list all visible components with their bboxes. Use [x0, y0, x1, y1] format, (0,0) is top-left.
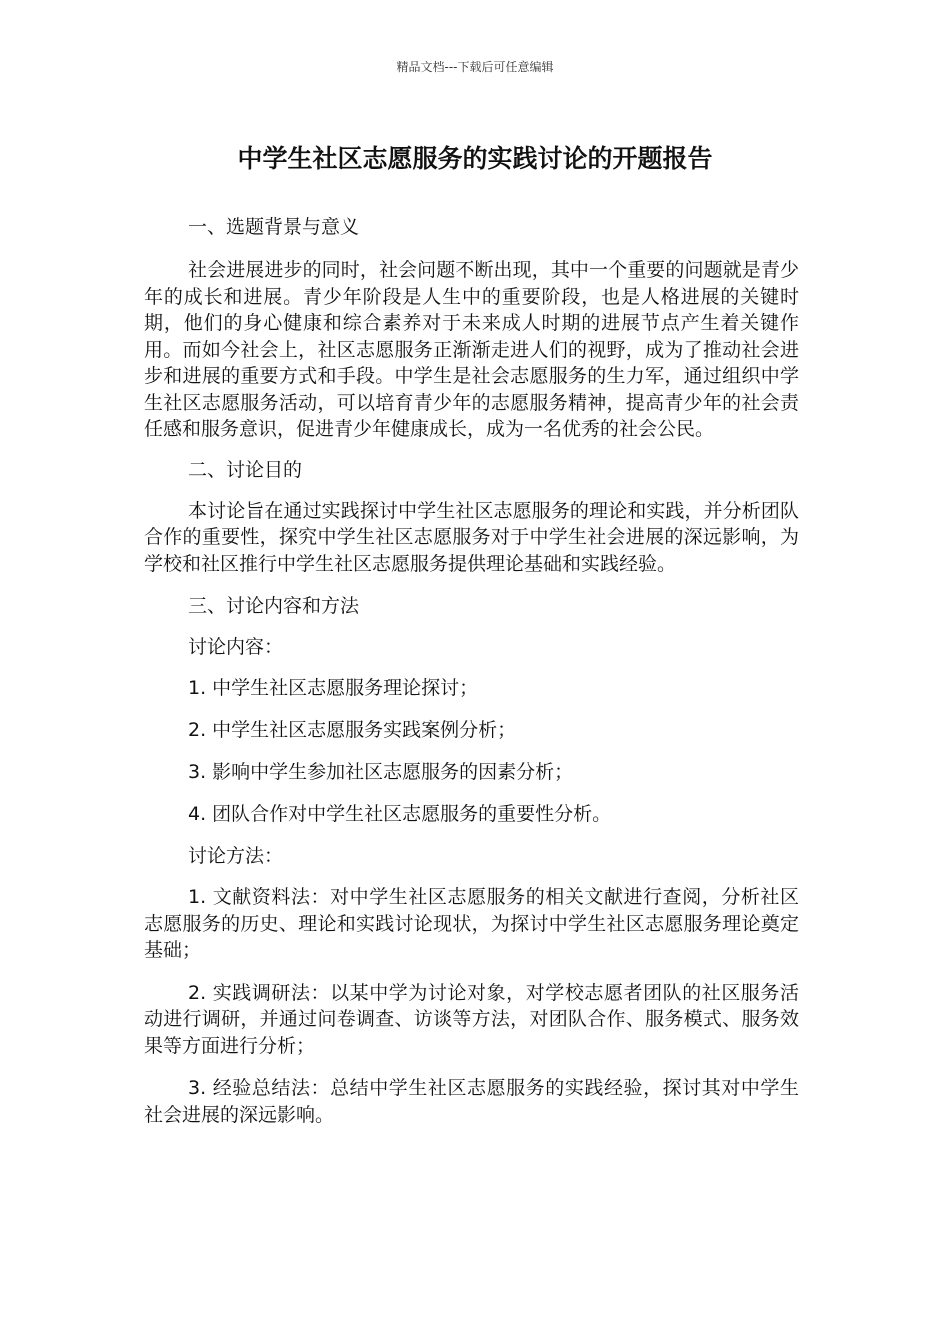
section-1-paragraph: 社会进展进步的同时，社会问题不断出现，其中一个重要的问题就是青少年的成长和进展。青少年阶段是人生中的重要阶段，也是人格进展的关键时期，他们的身心健康和综合素养对于未来成人时期的进展节点产生着关键作用。而如今社会上，社区志愿服务正渐渐走进人们的视野，成为了推动社会进步和进展的重要方式和手段。中学生是社会志愿服务的生力军，通过组织中学生社区志愿服务活动，可以培育青少年的志愿服务精神，提高青少年的社会责任感和服务意识，促进青少年健康成长，成为一名优秀的社会公民。: [144, 259, 799, 440]
section-1-heading: 一、选题背景与意义: [188, 216, 360, 238]
discussion-method-label: 讨论方法：: [188, 845, 284, 867]
method-item-1: 1. 文献资料法：对中学生社区志愿服务的相关文献进行查阅，分析社区志愿服务的历史、理论和实践讨论现状，为探讨中学生社区志愿服务理论奠定基础；: [144, 886, 799, 961]
section-2-paragraph: 本讨论旨在通过实践探讨中学生社区志愿服务的理论和实践，并分析团队合作的重要性，探究中学生社区志愿服务对于中学生社会进展的深远影响，为学校和社区推行中学生社区志愿服务提供理论基础和实践经验。: [144, 499, 799, 575]
content-item-2: 2. 中学生社区志愿服务实践案例分析；: [188, 719, 517, 741]
section-3-heading: 三、讨论内容和方法: [188, 595, 360, 617]
section-2-heading: 二、讨论目的: [188, 458, 303, 481]
document-content: [144, 214, 799, 1128]
discussion-content-label: 讨论内容：: [188, 636, 284, 658]
method-item-2: 2. 实践调研法：以某中学为讨论对象，对学校志愿者团队的社区服务活动进行调研，并通过问卷调查、访谈等方法，对团队合作、服务模式、服务效果等方面进行分析；: [144, 981, 799, 1057]
method-item-3: 3. 经验总结法：总结中学生社区志愿服务的实践经验，探讨其对中学生社会进展的深远影响。: [144, 1077, 799, 1126]
content-item-4: 4. 团队合作对中学生社区志愿服务的重要性分析。: [188, 803, 612, 825]
page-header: 精品文档---下载后可任意编辑: [396, 60, 554, 74]
content-item-3: 3. 影响中学生参加社区志愿服务的因素分析；: [188, 761, 574, 783]
document-title: 中学生社区志愿服务的实践讨论的开题报告: [237, 144, 713, 173]
content-item-1: 1. 中学生社区志愿服务理论探讨；: [188, 677, 479, 699]
